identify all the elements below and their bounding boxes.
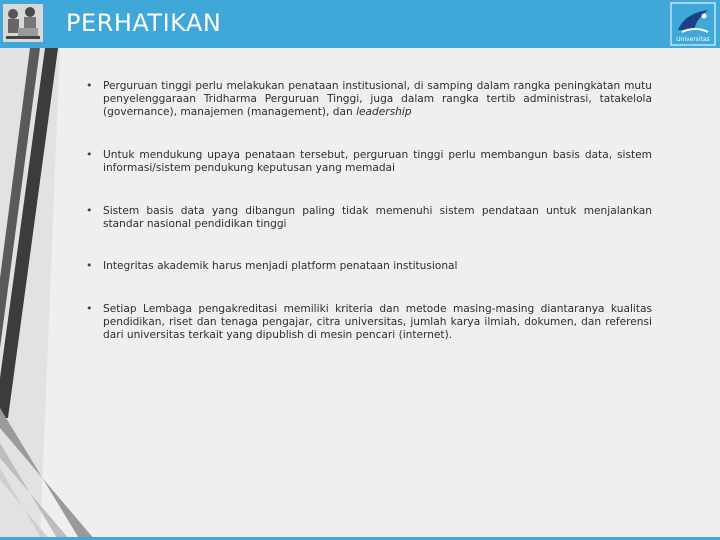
bullet-dot-icon: •: [86, 148, 93, 161]
list-item: [86, 260, 652, 273]
logo-caption: Universitas: [676, 36, 710, 43]
people-computer-logo-icon: [0, 0, 48, 48]
bullet-italic-text: leadership: [356, 106, 412, 118]
list-item: [86, 205, 652, 231]
bullet-dot-icon: •: [86, 79, 93, 92]
list-item: [86, 149, 652, 175]
university-logo: [670, 2, 716, 46]
bullet-text: Sistem basis data yang dibangun paling tidak memenuhi sistem pendataan untuk menjalankan standar nasional pendidikan tinggi: [103, 205, 652, 230]
decorative-diagonal-stripes: [0, 48, 100, 540]
bullet-text: Perguruan tinggi perlu melakukan penataan institusional, di samping dalam rangka peningkatan mutu penyelenggaraan Tridharma Perguruan Tinggi, juga dalam rangka tertib administrasi, tatakelola (governance), manajemen (management), dan: [103, 80, 652, 118]
bullet-text: Setiap Lembaga pengakreditasi memiliki kriteria dan metode masing-masing diantaranya kualitas pendidikan, riset dan tenaga pengajar, citra universitas, jumlah karya ilmiah, dokumen, dan referensi dari universitas terkait yang dipublish di mesin pencari (internet).: [103, 303, 652, 341]
title-bar: [0, 0, 720, 48]
bullet-list: [86, 80, 652, 342]
bullet-text: Integritas akademik harus menjadi platform penataan institusional: [103, 260, 458, 272]
bullet-dot-icon: •: [86, 204, 93, 217]
bullet-dot-icon: •: [86, 302, 93, 315]
page-title: PERHATIKAN: [66, 9, 222, 37]
bullet-text: Untuk mendukung upaya penataan tersebut, perguruan tinggi perlu membangun basis data, sistem informasi/sistem pendukung keputusan yang memadai: [103, 149, 652, 174]
list-item: [86, 80, 652, 119]
bullet-dot-icon: •: [86, 259, 93, 272]
list-item: [86, 303, 652, 342]
